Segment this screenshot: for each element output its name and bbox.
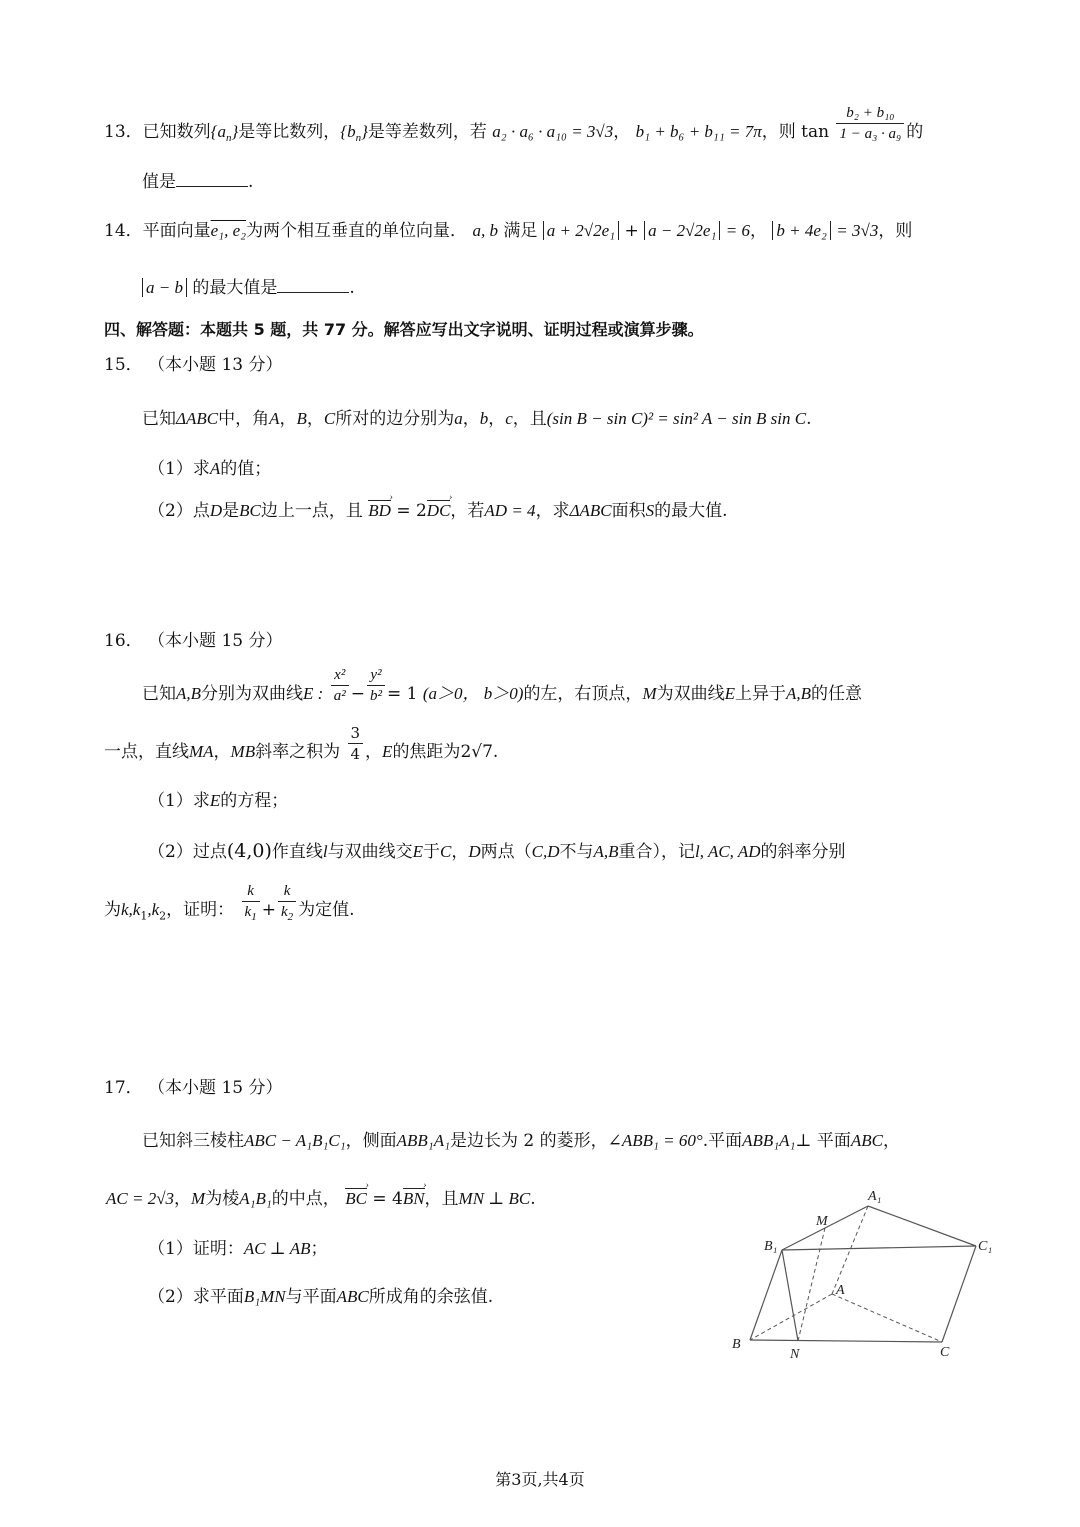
q16-part2: （2）过点(4,0)作直线l与双曲线交E于C，D两点（C,D不与A,B重合），记l, AC, AD的斜率分别 [148, 840, 846, 862]
q15-stem: 已知ΔABC中，角A，B，C所对的边分别为a，b，c，且(sin B − sin C)² = sin² A − sin B sin C. [142, 409, 812, 429]
q15-part2: （2）点D是BC边上一点，且 BD › = 2DC ›，若AD = 4，求ΔABC面积S的最大值. [148, 502, 728, 520]
edge-M-N [798, 1228, 825, 1341]
label-A1: A₁ [868, 1189, 882, 1204]
q17-number: 17． [104, 1078, 143, 1098]
edge-A-A1 [832, 1206, 868, 1294]
prism-figure [720, 1180, 1020, 1365]
q17-stem: 已知斜三棱柱ABC − A₁B₁C₁，侧面ABB₁A₁是边长为 2 的菱形，∠ABB₁ = 60°.平面ABB₁A₁⊥ 平面ABC， [142, 1131, 900, 1151]
q13-cond2: b₁ + b₆ + b₁₁ = 7π [635, 122, 762, 141]
label-A: A [836, 1283, 845, 1298]
q14-number: 14． [104, 221, 143, 241]
section4-title: 四、解答题：本题共 5 题，共 77 分。解答应写出文字说明、证明过程或演算步骤。 [104, 320, 704, 339]
label-C1: C₁ [978, 1239, 993, 1254]
label-B: B [732, 1337, 741, 1352]
q13-line2: 值是 . [142, 172, 254, 192]
label-C: C [940, 1345, 950, 1360]
page-footer: 第3页,共4页 [495, 1470, 585, 1489]
q13-blank[interactable] [176, 172, 248, 187]
label-M: M [816, 1214, 828, 1229]
label-B1: B₁ [764, 1239, 778, 1254]
q13-number: 13． [104, 122, 143, 142]
edge-B-C [750, 1340, 942, 1342]
q15-part1: （1）求A的值； [148, 459, 272, 479]
edge-A-C [832, 1294, 942, 1342]
edge-B1-C1 [782, 1246, 976, 1250]
q17-header: 17． （本小题 15 分） [104, 1078, 283, 1098]
q13-fraction: $\frac{\text{b₂ + b₁₀}}{\text{1 − a₃ · a₉}}$ [836, 104, 904, 143]
q14-blank[interactable] [277, 278, 349, 293]
label-N: N [790, 1347, 800, 1362]
q15-number: 15． [104, 355, 143, 375]
q16-number: 16． [104, 631, 143, 651]
q16-stem: 已知A,B分别为双曲线E : $\frac{\text{x²}}{\text{a²}}$ − $\frac{\text{y²}}{\text{b²}}$ = 1 (a＞0， b＞0)的左，右顶点，M为双曲线E上异于A,B的任意 [142, 667, 863, 704]
q16-part1: （1）求E的方程； [148, 791, 289, 811]
q16-header: 16． （本小题 15 分） [104, 631, 283, 651]
q17-stem-line2: AC = 2√3，M为棱A₁B₁的中点， BC › = 4BN ›，且MN ⊥ BC. [106, 1190, 536, 1208]
q13-cond1: a₂ · a₆ · a₁₀ = 3√3 [492, 122, 614, 141]
q17-part2: （2）求平面B₁MN与平面ABC所成角的余弦值. [148, 1287, 494, 1307]
edge-B1-N [782, 1250, 798, 1341]
edge-B-B1 [750, 1250, 782, 1340]
edge-C-C1 [942, 1246, 976, 1342]
q13-line1: 13．已知数列$\{a_n\}$是等比数列，$\{b_n\}$是等差数列，若 a₂ · a₆ · a₁₀ = 3√3， b₁ + b₆ + b₁₁ = 7π，则 tan $\frac{\text{b₂ + b₁₀}}{\text{1 − a₃ · a₉}}$ 的 [104, 105, 924, 145]
q14-line2: a − b 的最大值是 . [142, 278, 355, 297]
q16-stem-line2: 一点，直线MA，MB斜率之积为 $\frac{3}{4}$ ，E的焦距为2√7. [104, 724, 499, 763]
q14-line1: 14．平面向量e₁, e₂为两个相互垂直的单位向量． a, b 满足 a + 2√2e₁ + a − 2√2e₁ = 6， b + 4e₂ = 3√3，则 [104, 221, 913, 241]
q16-slope-fraction: $\frac{3}{4}$ [348, 724, 364, 763]
q15-header: 15． （本小题 13 分） [104, 355, 283, 375]
q16-part2-line2: 为$k,k_1,k_2$，证明： $\frac{k}{k_1}$ + $\frac{k}{k_2}$ 为定值. [104, 883, 355, 923]
edge-A1-C1 [868, 1206, 976, 1246]
q17-part1: （1）证明：AC ⊥ AB； [148, 1239, 328, 1259]
